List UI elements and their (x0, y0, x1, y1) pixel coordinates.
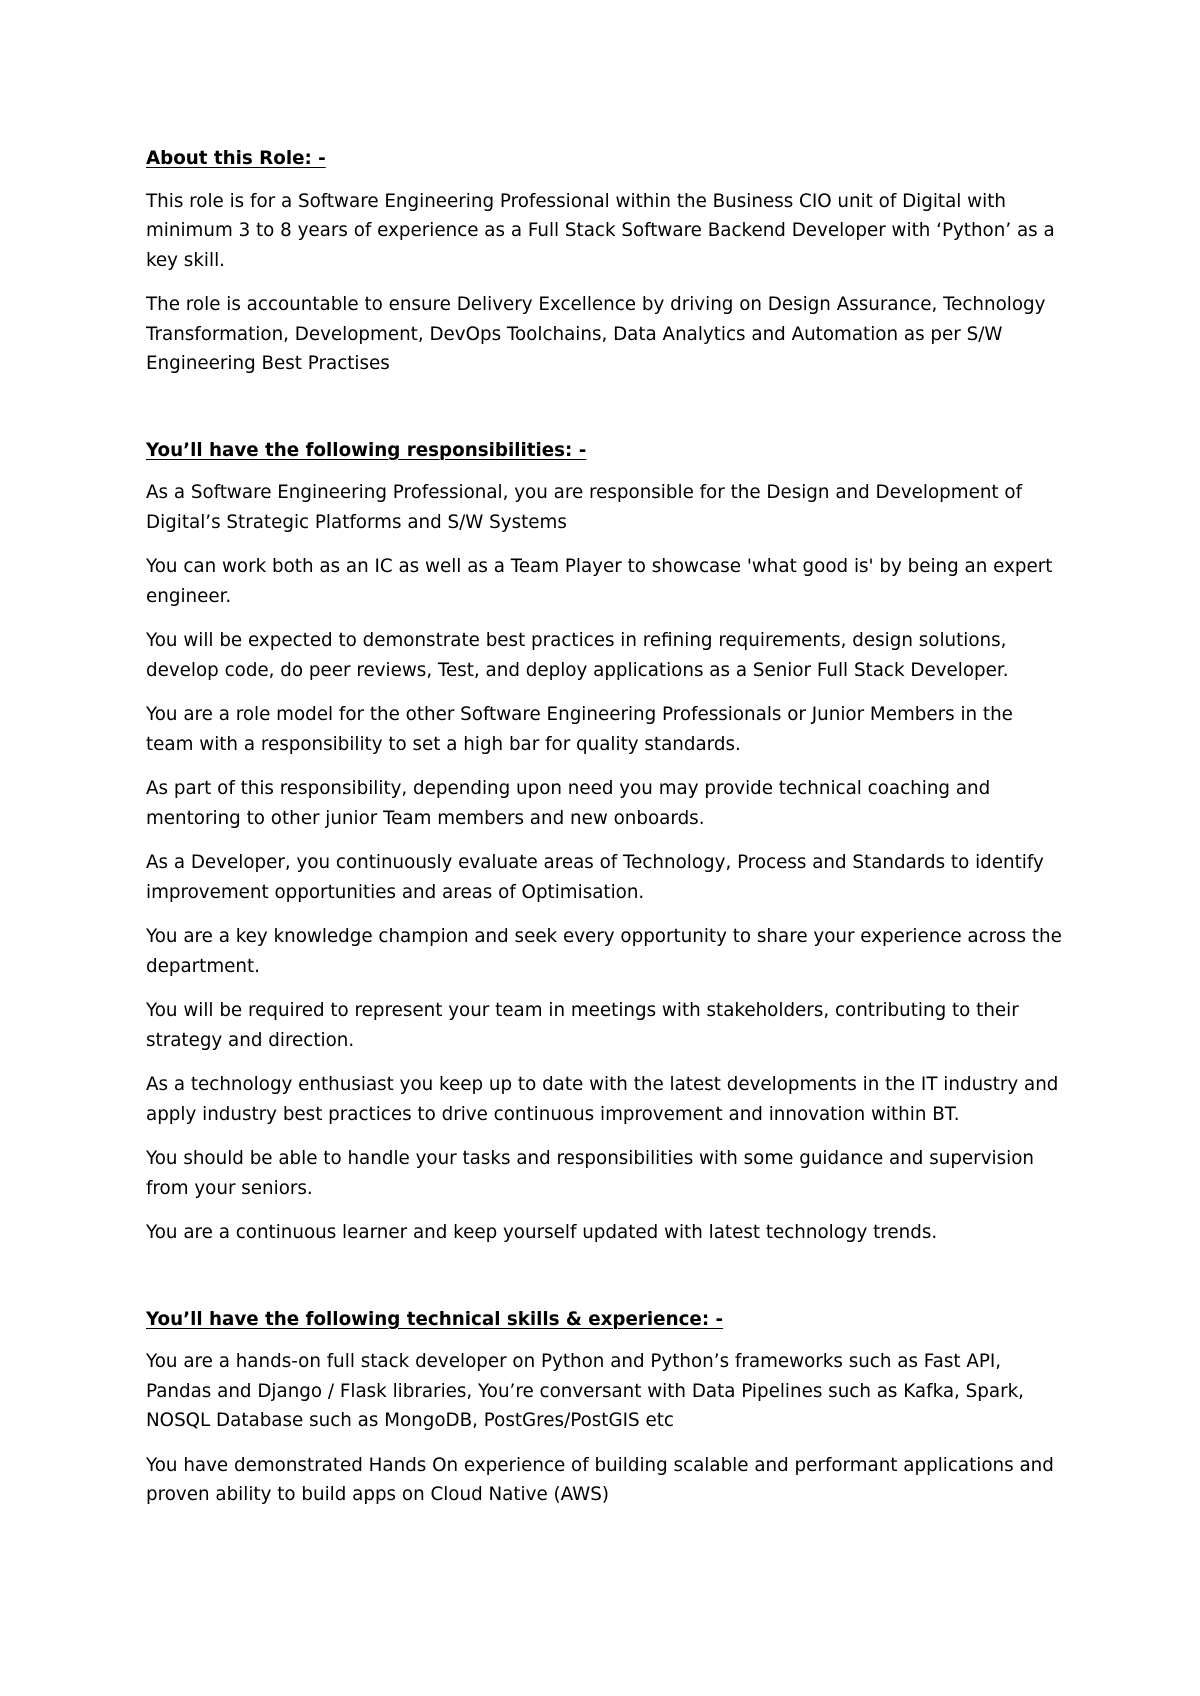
section-about-role (146, 144, 1066, 379)
paragraph: You will be required to represent your team in meetings with stakeholders, contributing to their strategy and direction. (146, 1000, 1019, 1051)
section-responsibilities (146, 436, 1066, 1248)
section-heading: About this Role: - (146, 148, 326, 169)
paragraph: You can work both as an IC as well as a Team Player to showcase 'what good is' by being an expert engineer. (146, 556, 1053, 607)
document-body (146, 144, 1066, 1525)
paragraph: You are a key knowledge champion and seek every opportunity to share your experience across the department. (146, 926, 1062, 977)
section-heading: You’ll have the following responsibilities: - (146, 439, 587, 461)
paragraph: You will be expected to demonstrate best practices in refining requirements, design solutions, develop code, do peer reviews, Test, and deploy applications as a Senior Full Stack Developer. (146, 630, 1009, 681)
paragraph: You are a role model for the other Software Engineering Professionals or Junior Members in the team with a responsibility to set a high bar for quality standards. (146, 704, 1013, 755)
section-heading: You’ll have the following technical skills & experience: - (146, 1308, 724, 1330)
paragraph: As a Developer, you continuously evaluate areas of Technology, Process and Standards to identify improvement opportunities and areas of Optimisation. (146, 852, 1044, 903)
paragraph: As part of this responsibility, depending upon need you may provide technical coaching and mentoring to other junior Team members and new onboards. (146, 778, 991, 829)
section-spacer (146, 394, 1066, 436)
paragraph: You are a continuous learner and keep yourself updated with latest technology trends. (146, 1222, 938, 1243)
section-spacer (146, 1263, 1066, 1305)
paragraph: You should be able to handle your tasks and responsibilities with some guidance and supervision from your seniors. (146, 1148, 1034, 1199)
paragraph: You have demonstrated Hands On experience of building scalable and performant applications and proven ability to build apps on Cloud Native (AWS) (146, 1454, 1054, 1505)
paragraph: As a Software Engineering Professional, you are responsible for the Design and Development of Digital’s Strategic Platforms and S/W Systems (146, 482, 1023, 533)
paragraph: The role is accountable to ensure Delivery Excellence by driving on Design Assurance, Technology Transformation, Development, DevOps Toolchains, Data Analytics and Automation as per S/W Engineering Best Practises (146, 294, 1046, 374)
paragraph: As a technology enthusiast you keep up to date with the latest developments in the IT industry and apply industry best practices to drive continuous improvement and innovation within BT. (146, 1074, 1059, 1125)
paragraph: This role is for a Software Engineering Professional within the Business CIO unit of Digital with minimum 3 to 8 years of experience as a Full Stack Software Backend Developer with ‘Python’ as a key skill. (146, 190, 1055, 271)
section-technical-skills (146, 1305, 1066, 1510)
paragraph: You are a hands-on full stack developer on Python and Python’s frameworks such as Fast API, Pandas and Django / Flask libraries, You’re conversant with Data Pipelines such as Kafka, Spark, NOSQL Database such as MongoDB, PostGres/PostGIS etc (146, 1351, 1024, 1431)
